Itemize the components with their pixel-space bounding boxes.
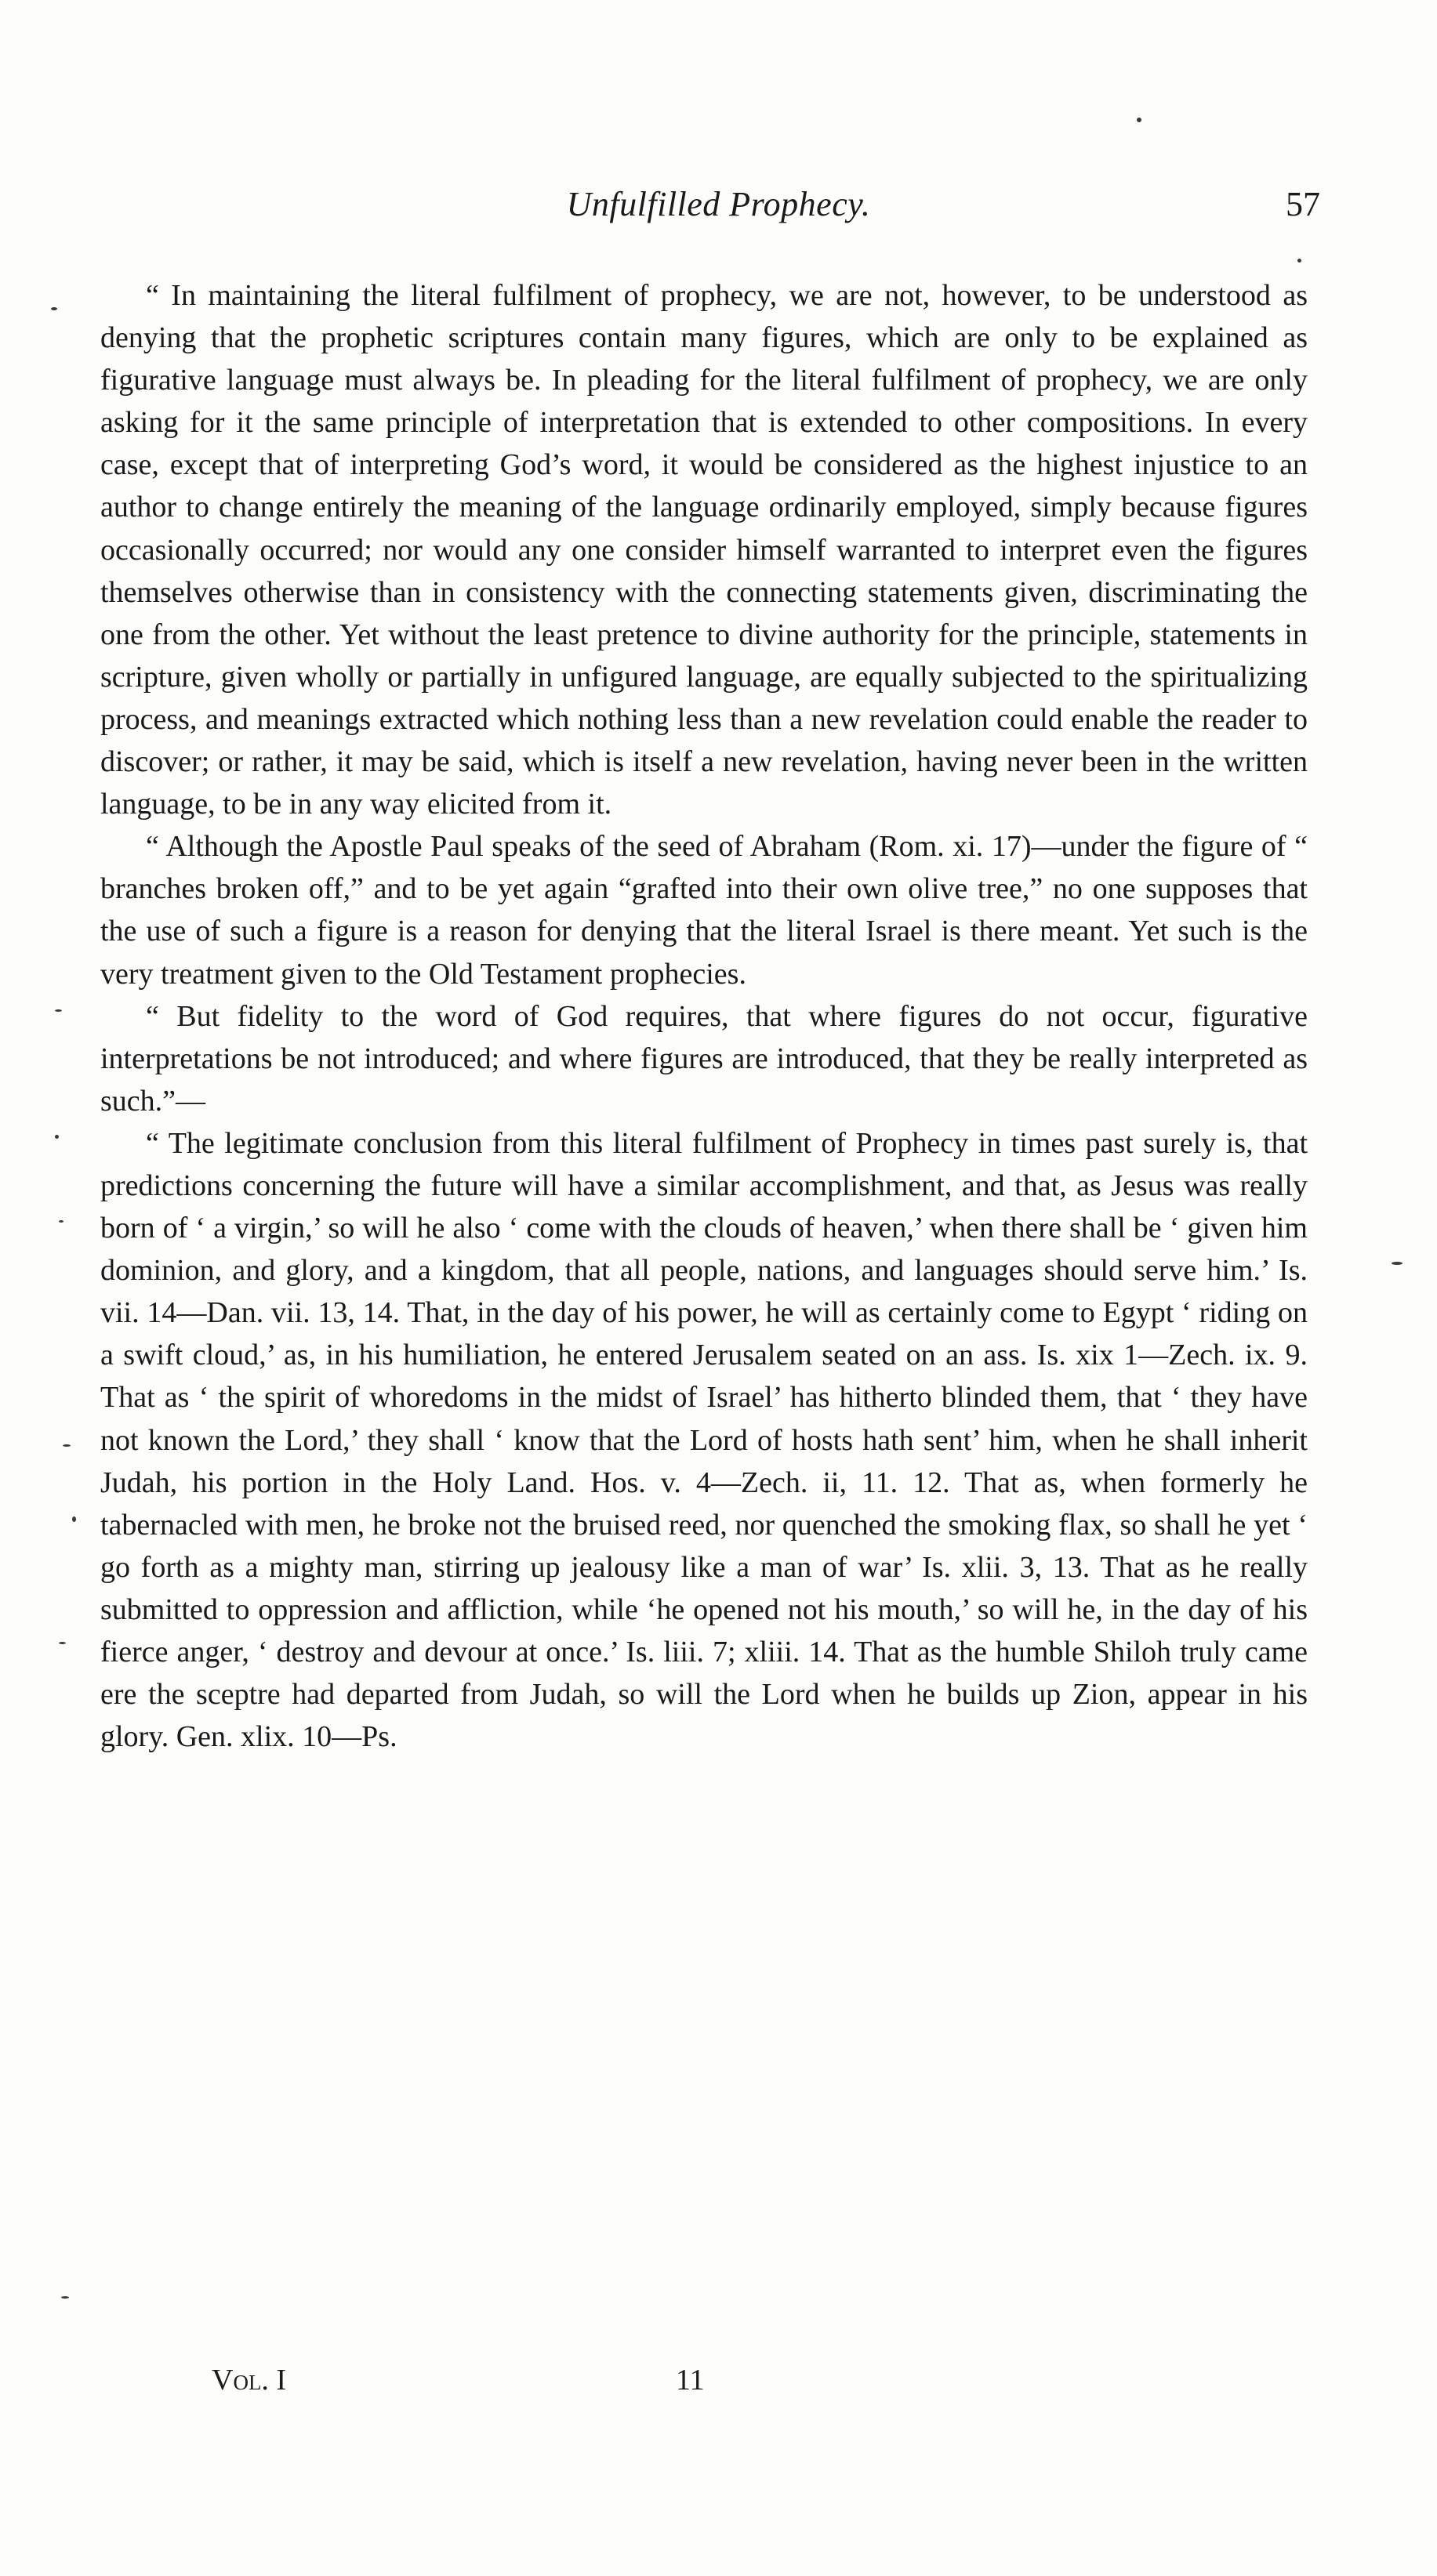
paragraph-literal-fulfilment: “ In maintaining the literal fulfilment of prophecy, we are not, however, to be understood as denying that the prophetic scriptures contain many figures, which are only to be explained as figurative language must always be. In pleading for the literal fulfilment of prophecy, we are only asking for it the same principle of interpretation that is extended to other compositions. In every case, except that of interpreting God’s word, it would be considered as the highest injustice to an author to change entirely the meaning of the language ordinarily employed, simply because figures occasionally occurred; nor would any one consider himself warranted to interpret even the figures themselves otherwise than in consistency with the connecting statements given, discriminating the one from the other. Yet without the least pretence to divine authority for the principle, statements in scripture, given wholly or partially in unfigured language, are equally subjected to the spiritualizing process, and meanings extracted which nothing less than a new revelation could enable the reader to discover; or rather, it may be said, which is itself a new revelation, having never been in the written language, to be in any way elicited from it. (100, 279, 1308, 821)
paragraph-legitimate-conclusion: “ The legitimate conclusion from this literal fulfilment of Prophecy in times past surely is, that predictions concerning the future will have a similar accomplishment, and that, as Jesus was really born of ‘ a virgin,’ so will he also ‘ come with the clouds of heaven,’ when there shall be ‘ given him dominion, and glory, and a kingdom, that all people, nations, and languages should serve him.’ Is. vii. 14—Dan. vii. 13, 14. That, in the day of his power, he will as certainly come to Egypt ‘ riding on a swift cloud,’ as, in his humiliation, he entered Jerusalem seated on an ass. Is. xix 1—Zech. ix. 9. That as ‘ the spirit of whoredoms in the midst of Israel’ has hitherto blinded them, that ‘ they have not known the Lord,’ they shall ‘ know that the Lord of hosts hath sent’ him, when he shall inherit Judah, his portion in the Holy Land. Hos. v. 4—Zech. ii, 11. 12. That as, when formerly he tabernacled with men, he broke not the bruised reed, nor quenched the smoking flax, so shall he yet ‘ go forth as a mighty man, stirring up jealousy like a man of war’ Is. xlii. 3, 13. That as he really submitted to oppression and affliction, while ‘he opened not his mouth,’ so will he, in the day of his fierce anger, ‘ destroy and devour at once.’ Is. liii. 7; xliii. 14. That as the humble Shiloh truly came ere the sceptre had departed from Judah, so will the Lord when he builds up Zion, appear in his glory. Gen. xlix. 10—Ps. (100, 1126, 1308, 1754)
margin-speck (61, 2296, 69, 2299)
margin-speck (1137, 118, 1141, 122)
margin-speck (59, 1220, 64, 1223)
margin-speck (55, 1135, 59, 1139)
footer-signature-line (0, 2363, 1437, 2410)
paragraph-fidelity: “ But fidelity to the word of God requires, that where figures do not occur, figurative interpretations be not introduced; and where figures are introduced, that they be really interpreted as such.”— (100, 999, 1308, 1118)
margin-speck (55, 1009, 62, 1012)
running-title: Unfulfilled Prophecy. (566, 185, 871, 223)
margin-speck (63, 1444, 71, 1447)
paragraph-apostle-paul: “ Although the Apostle Paul speaks of the seed of Abraham (Rom. xi. 17)—under the figure of “ branches broken off,” and to be yet again “grafted into their own olive tree,” no one supposes that the use of such a figure is a reason for denying that the literal Israel is there meant. Yet such is the very treatment given to the Old Testament prophecies. (100, 830, 1308, 991)
body-text (100, 274, 1308, 1758)
page-number: 57 (1286, 185, 1320, 223)
margin-speck (1297, 259, 1301, 263)
margin-speck (72, 1516, 76, 1522)
margin-speck (51, 307, 57, 310)
margin-speck (59, 1642, 66, 1644)
volume-mark: Vol. I (212, 2364, 287, 2397)
signature-mark: 11 (676, 2364, 705, 2397)
margin-speck (1392, 1262, 1403, 1265)
page-header (0, 184, 1437, 239)
